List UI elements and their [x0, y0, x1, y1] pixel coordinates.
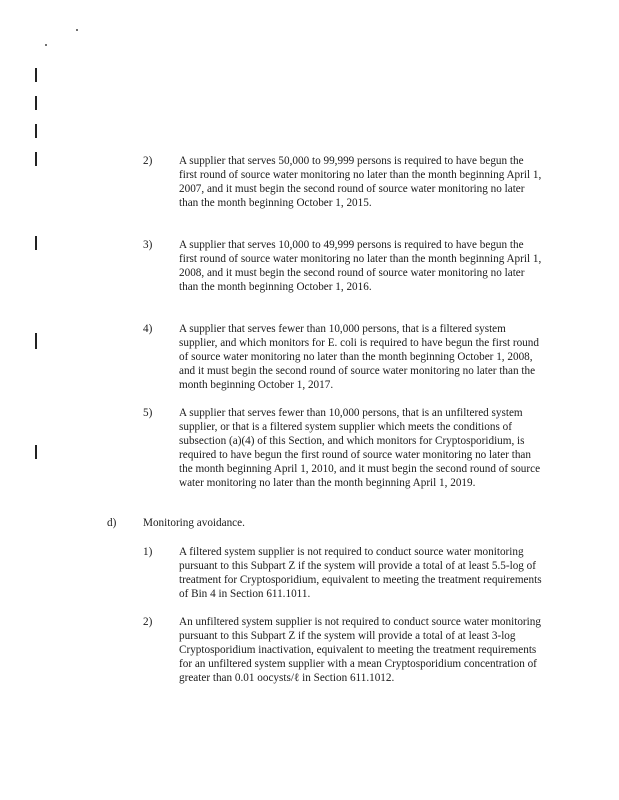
- revision-bar: [35, 152, 37, 166]
- paragraph-number: 2): [143, 616, 153, 628]
- paragraph-d1: [143, 545, 543, 601]
- paragraph-text: A filtered system supplier is not required to conduct source water monitoring pursuant to this Subpart Z if the system will provide a total of at least 5.5-log of treatment for Cryptosporidium, equivalent to meeting the treatment requirements of Bin 4 in Section 611.1011.: [179, 546, 542, 600]
- paragraph-text: An unfiltered system supplier is not required to conduct source water monitoring pursuant to this Subpart Z if the system will provide a total of at least 3-log Cryptosporidium inactivation, equivalent to meeting the treatment requirements for an unfiltered system supplier with a mean Cryptosporidium concentration of greater than 0.01 oocysts/ℓ in Section 611.1012.: [179, 616, 541, 684]
- revision-bar: [35, 124, 37, 138]
- paragraph-d2: [143, 615, 543, 685]
- paragraph-4: [143, 322, 543, 392]
- revision-bar: [35, 445, 37, 459]
- revision-bar: [35, 333, 37, 349]
- paragraph-5: [143, 406, 543, 490]
- paragraph-3: [143, 238, 543, 294]
- revision-bar: [35, 236, 37, 250]
- paragraph-text: A supplier that serves fewer than 10,000 persons, that is an unfiltered system supplier, or that is a filtered system supplier which meets the conditions of subsection (a)(4) of this Section, and which monitors for Cryptosporidium, is required to have begun the first round of source water monitoring no later than the month beginning April 1, 2010, and it must begin the second round of source water monitoring no later than the month beginning April 1, 2019.: [179, 407, 541, 489]
- paragraph-2: [143, 154, 543, 210]
- revision-bar: [35, 96, 37, 110]
- revision-bar: [35, 68, 37, 82]
- section-number: d): [107, 517, 117, 529]
- paragraph-text: A supplier that serves 10,000 to 49,999 persons is required to have begun the first round of source water monitoring no later than the month beginning April 1, 2008, and it must begin the second round of source water monitoring no later than the month beginning October 1, 2016.: [179, 239, 542, 293]
- section-title: Monitoring avoidance.: [143, 517, 245, 529]
- scan-speck: [45, 44, 47, 46]
- paragraph-text: A supplier that serves 50,000 to 99,999 persons is required to have begun the first round of source water monitoring no later than the month beginning April 1, 2007, and it must begin the second round of source water monitoring no later than the month beginning October 1, 2015.: [179, 155, 542, 209]
- section-d-heading: [107, 516, 245, 530]
- paragraph-text: A supplier that serves fewer than 10,000 persons, that is a filtered system supplier, and which monitors for E. coli is required to have begun the first round of source water monitoring no later than the month beginning October 1, 2008, and it must begin the second round of source water monitoring no later than the month beginning October 1, 2017.: [179, 323, 539, 391]
- scan-speck: [76, 29, 78, 31]
- paragraph-number: 5): [143, 407, 153, 419]
- paragraph-number: 4): [143, 323, 153, 335]
- paragraph-number: 2): [143, 155, 153, 167]
- paragraph-number: 1): [143, 546, 153, 558]
- paragraph-number: 3): [143, 239, 153, 251]
